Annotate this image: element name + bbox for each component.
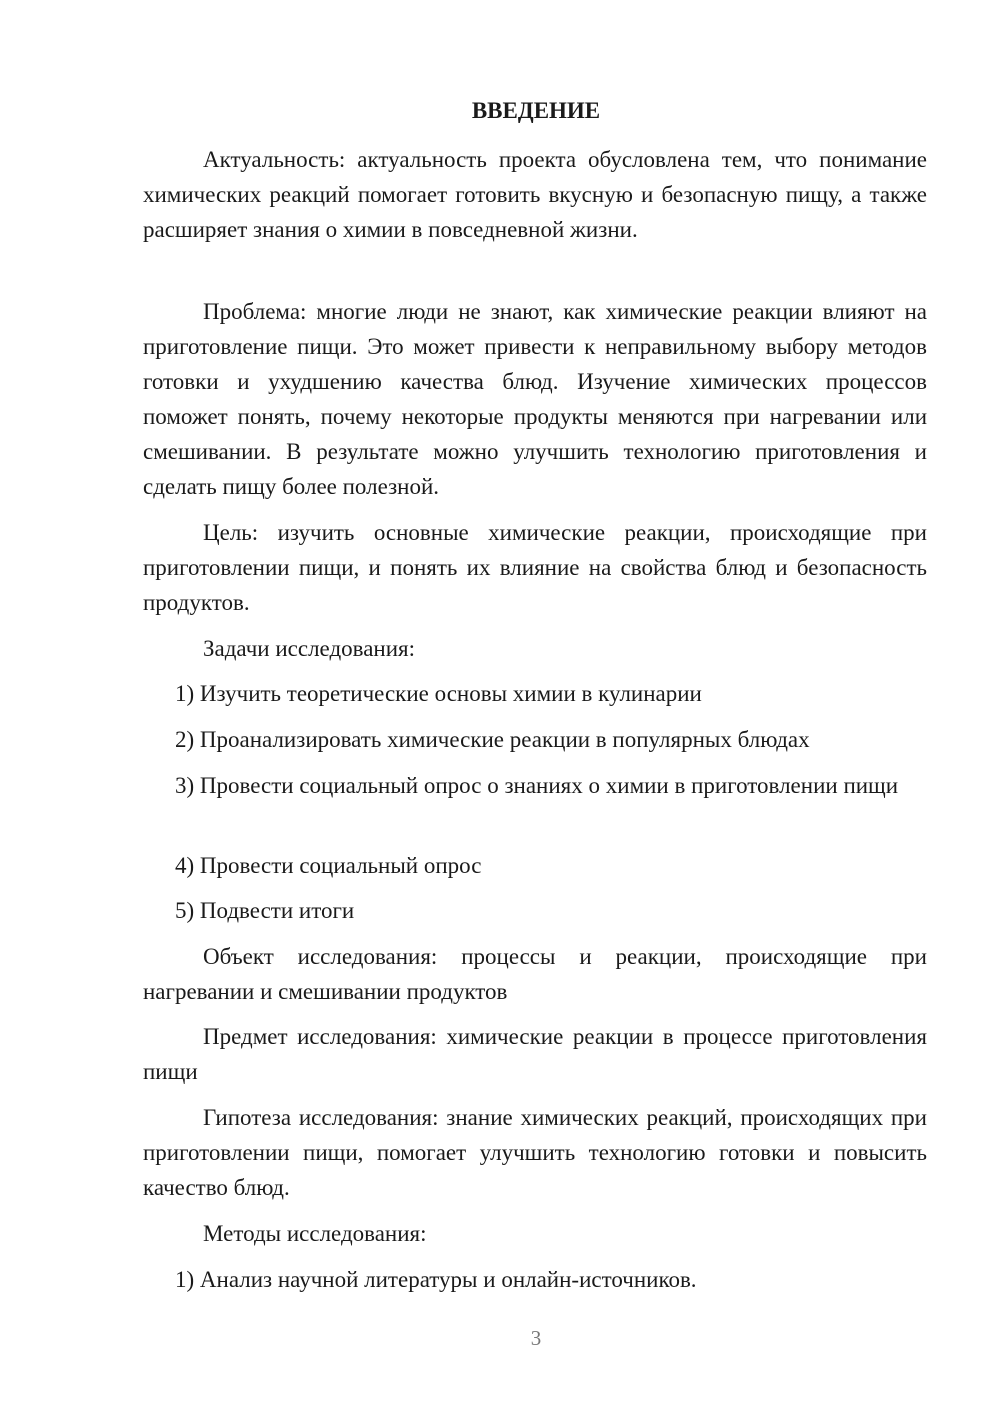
paragraph-object: Объект исследования: процессы и реакции, происходящие при нагревании и смешивании продуктов — [143, 944, 927, 1004]
task-item-4: 4) Провести социальный опрос — [175, 853, 482, 878]
paragraph-problem: Проблема: многие люди не знают, как химические реакции влияют на приготовление пищи. Это может привести к неправильному выбору методов готовки и ухудшению качества блюд. Изучение химических процессов поможет понять, почему некоторые продукты меняются при нагревании или смешивании. В результате можно улучшить технологию приготовления и сделать пищу более полезной. — [143, 299, 927, 499]
tasks-heading: Задачи исследования: — [203, 636, 416, 661]
paragraph-goal: Цель: изучить основные химические реакции, происходящие при приготовлении пищи, и понять их влияние на свойства блюд и безопасность продуктов. — [143, 520, 927, 615]
page-title: ВВЕДЕНИЕ — [471, 98, 601, 123]
task-item-3: 3) Провести социальный опрос о знаниях о химии в приготовлении пищи — [175, 773, 899, 798]
method-item-1: 1) Анализ научной литературы и онлайн-источников. — [175, 1267, 697, 1292]
task-item-2: 2) Проанализировать химические реакции в популярных блюдах — [175, 727, 810, 752]
task-item-1: 1) Изучить теоретические основы химии в кулинарии — [175, 681, 702, 706]
methods-heading: Методы исследования: — [203, 1221, 427, 1246]
paragraph-subject: Предмет исследования: химические реакции в процессе приготовления пищи — [143, 1024, 927, 1084]
paragraph-relevance: Актуальность: актуальность проекта обусловлена тем, что понимание химических реакций помогает готовить вкусную и безопасную пищу, а также расширяет знания о химии в повседневной жизни. — [143, 147, 927, 242]
paragraph-hypothesis: Гипотеза исследования: знание химических реакций, происходящих при приготовлении пищи, помогает улучшить технологию готовки и повысить качество блюд. — [143, 1105, 927, 1200]
task-item-5: 5) Подвести итоги — [175, 898, 355, 923]
page-number: 3 — [530, 1326, 542, 1350]
